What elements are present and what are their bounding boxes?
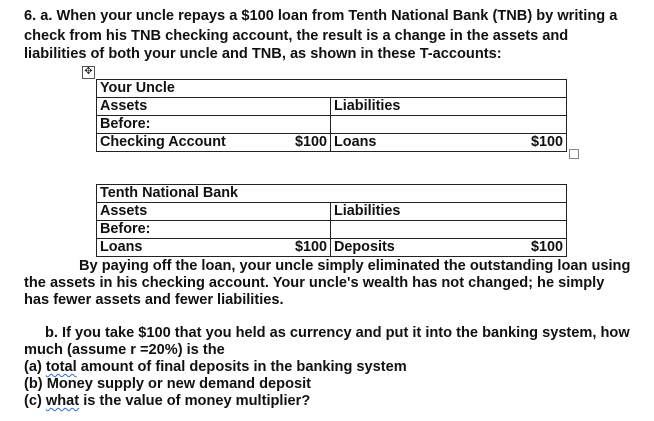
table-move-handle-icon[interactable]: ✥ (82, 66, 95, 79)
question-a-line-2: check from his TNB checking account, the result is a change in the assets and (24, 28, 569, 44)
part-c-word: what (45, 393, 80, 409)
question-b-part-b: (b) Money supply or new demand deposit (24, 376, 312, 392)
table-row (97, 80, 567, 98)
question-b-part-c (24, 393, 310, 410)
uncle-asset-cell (97, 134, 331, 152)
uncle-asset-item: Checking Account (100, 134, 226, 150)
uncle-before-label: Before: (97, 116, 331, 134)
question-a-line-3: liabilities of both your uncle and TNB, as shown in these T-accounts: (24, 46, 502, 62)
part-a-prefix: (a) (24, 359, 46, 375)
uncle-asset-value: $100 (294, 134, 327, 150)
table-resize-handle-icon[interactable] (569, 149, 579, 159)
bank-liabilities-header: Liabilities (331, 203, 567, 221)
question-b-line-2: much (assume r =20%) is the (24, 342, 225, 358)
table-row (97, 185, 567, 203)
question-b-line-1: b. If you take $100 that you held as currency and put it into the banking system, how (45, 325, 630, 341)
table-row (97, 134, 567, 152)
uncle-assets-header: Assets (97, 98, 331, 116)
part-c-rest: is the value of money multiplier? (79, 393, 311, 409)
answer-a-line-1: By paying off the loan, your uncle simply eliminated the outstanding loan using (79, 258, 631, 274)
uncle-table-title: Your Uncle (97, 80, 567, 98)
uncle-t-account-table (96, 79, 567, 152)
bank-empty-cell (331, 221, 567, 239)
bank-liability-value: $100 (530, 239, 563, 255)
bank-asset-value: $100 (294, 239, 327, 255)
part-a-rest: amount of final deposits in the banking system (76, 359, 407, 375)
table-row (97, 203, 567, 221)
table-row (97, 116, 567, 134)
part-c-prefix: (c) (24, 393, 46, 409)
question-b-part-a (24, 359, 407, 376)
bank-table-title: Tenth National Bank (97, 185, 567, 203)
bank-liability-cell (331, 239, 567, 257)
question-a-line-1-text: 6. a. When your uncle repays a $100 loan from Tenth National Bank (TNB) by writing a (24, 8, 618, 24)
table-row (97, 98, 567, 116)
uncle-empty-cell (331, 116, 567, 134)
uncle-liability-value: $100 (530, 134, 563, 150)
bank-before-label: Before: (97, 221, 331, 239)
bank-assets-header: Assets (97, 203, 331, 221)
part-a-word: total (45, 359, 77, 375)
table-row (97, 221, 567, 239)
table-row (97, 239, 567, 257)
uncle-liability-cell (331, 134, 567, 152)
question-a-line-1 (24, 8, 617, 25)
bank-t-account-table (96, 184, 567, 257)
uncle-liabilities-header: Liabilities (331, 98, 567, 116)
answer-a-line-3: has fewer assets and fewer liabilities. (24, 292, 284, 308)
bank-asset-item: Loans (100, 239, 143, 255)
bank-liability-item: Deposits (334, 239, 395, 255)
bank-asset-cell (97, 239, 331, 257)
answer-a-line-2: the assets in his checking account. Your uncle's wealth has not changed; he simply (24, 275, 605, 291)
uncle-liability-item: Loans (334, 134, 377, 150)
